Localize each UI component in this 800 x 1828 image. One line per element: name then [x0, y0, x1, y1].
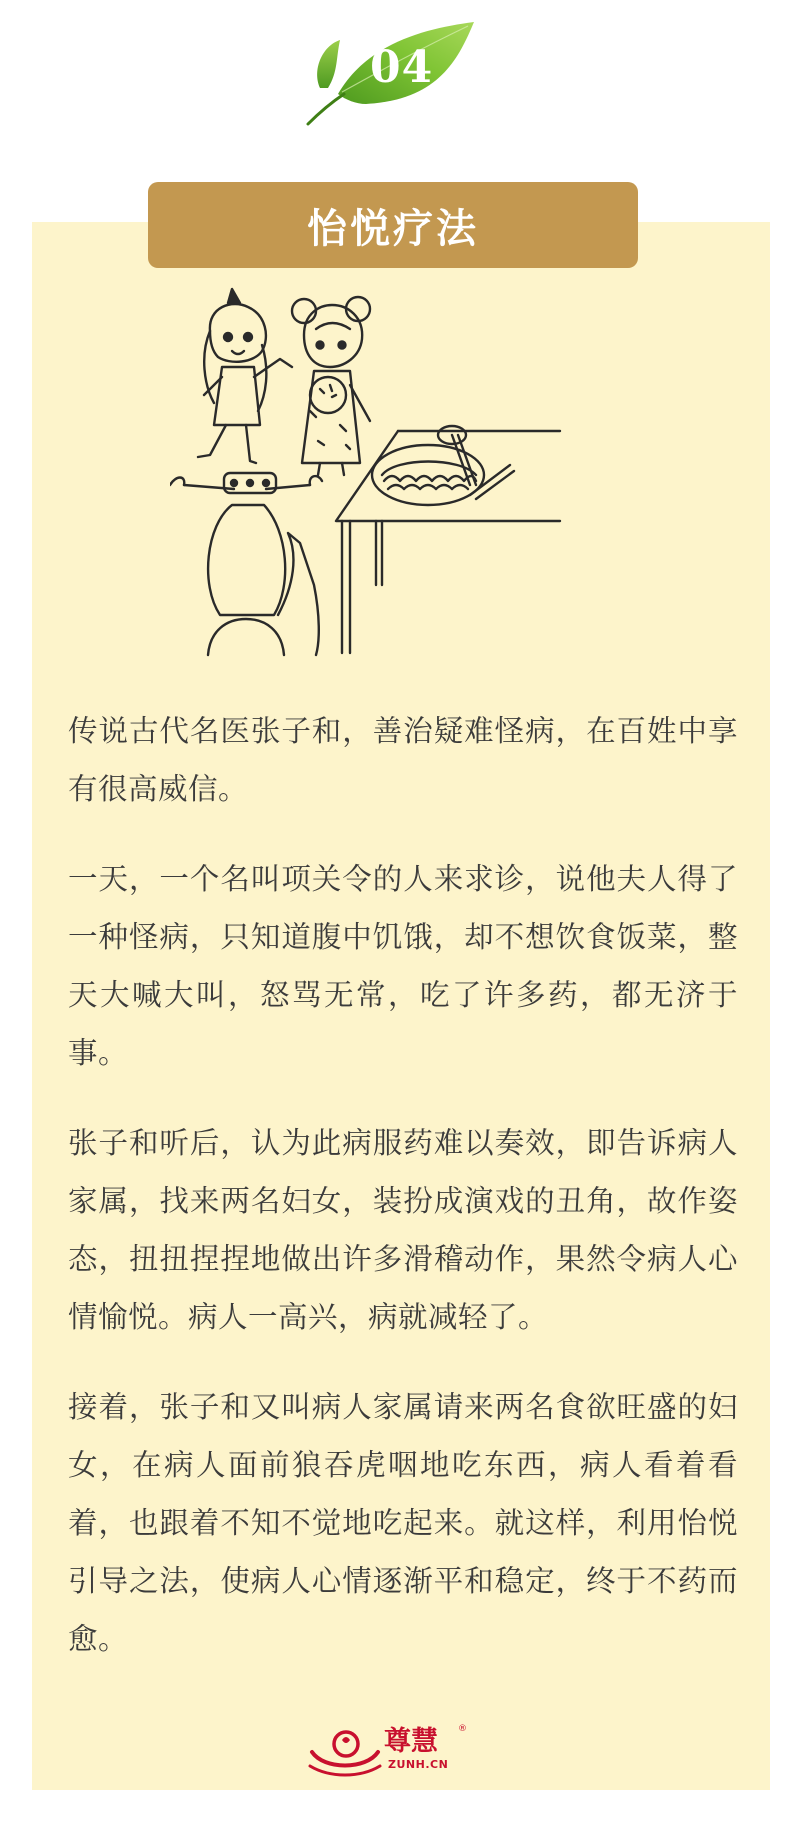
- brand-domain: ZUNH.CN: [388, 1758, 449, 1771]
- section-number-badge: [298, 20, 476, 128]
- man-figure-back: [170, 473, 322, 655]
- dancing-girl-figure: [198, 289, 292, 463]
- brand-name: 尊慧: [384, 1726, 438, 1757]
- badge-number: 04: [370, 42, 434, 93]
- section-title-bar: [148, 182, 638, 268]
- brand-logo: [308, 1726, 480, 1778]
- table-with-food: [336, 426, 560, 653]
- article-paragraph-3: 张子和听后，认为此病服药难以奏效，即告诉病人家属，找来两名妇女，装扮成演戏的丑角，故作姿态，扭扭捏捏地做出许多滑稽动作，果然令病人心情愉悦。病人一高兴，病就减轻了。: [68, 1126, 738, 1334]
- article-paragraph-1: 传说古代名医张子和，善治疑难怪病，在百姓中享有很高威信。: [68, 714, 738, 806]
- story-illustration: [170, 285, 660, 665]
- registered-mark: ®: [458, 1724, 467, 1734]
- zunhui-logo-icon: [308, 1726, 382, 1778]
- sketch-illustration-icon: [170, 285, 660, 665]
- article-paragraph-4: 接着，张子和又叫病人家属请来两名食欲旺盛的妇女，在病人面前狼吞虎咽地吃东西，病人看着看着，也跟着不知不觉地吃起来。就这样，利用怡悦引导之法，使病人心情逐渐平和稳定，终于不药而愈。: [68, 1390, 738, 1656]
- fan-girl-figure: [292, 297, 370, 475]
- article-paragraph-2: 一天，一个名叫项关令的人来求诊，说他夫人得了一种怪病，只知道腹中饥饿，却不想饮食饭菜，整天大喊大叫，怒骂无常，吃了许多药，都无济于事。: [68, 862, 738, 1070]
- section-title: 怡悦疗法: [307, 205, 479, 252]
- article-body: [68, 702, 738, 1700]
